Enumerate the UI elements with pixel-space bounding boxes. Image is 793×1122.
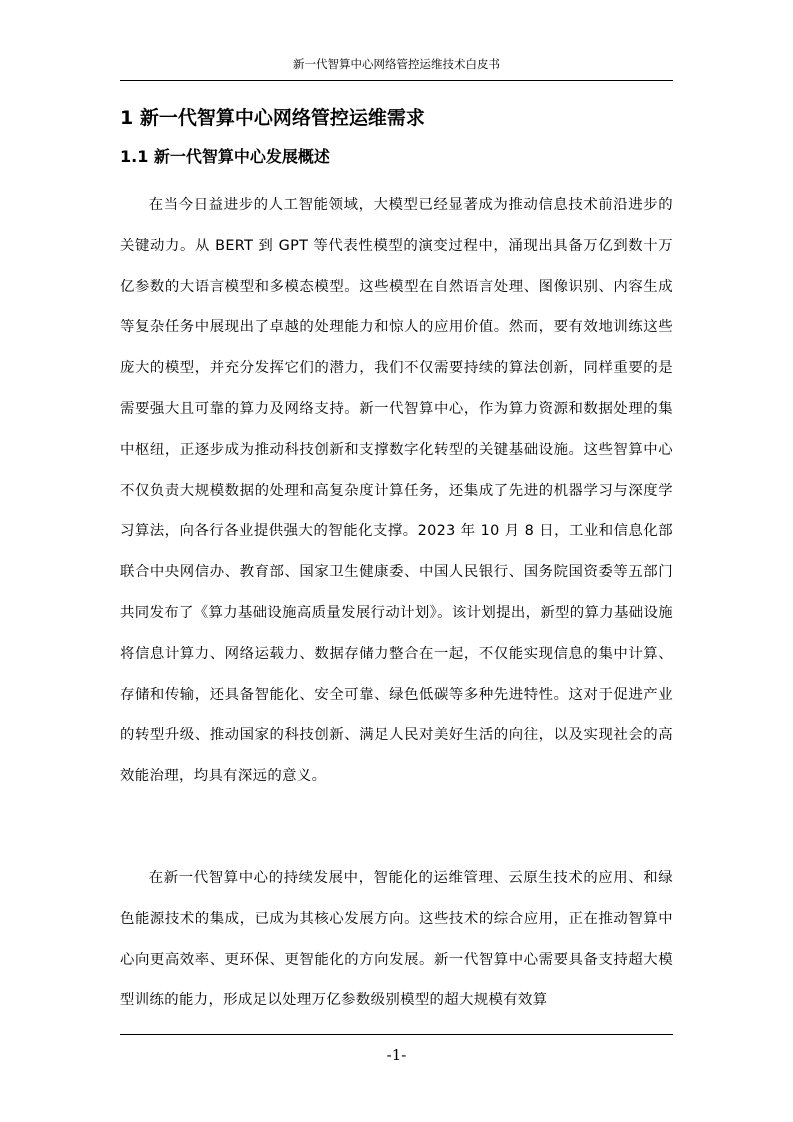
chapter-title: 1 新一代智算中心网络管控运维需求 [120,107,425,129]
section-title: 1.1 新一代智算中心发展概述 [120,147,330,166]
page-number: -1- [386,1046,407,1064]
body-paragraph: 在当今日益进步的人工智能领域，大模型已经显著成为推动信息技术前沿进步的关键动力。从 BERT 到 GPT 等代表性模型的演变过程中，涌现出具备万亿到数十万亿参数的大语言模型和多模态模型。这些模型在自然语言处理、图像识别、内容生成等复杂任务中展现出了卓越的处理能力和惊人的应用价值。然而，要有效地训练这些庞大的模型，并充分发挥它们的潜力，我们不仅需要持续的算法创新，同样重要的是需要强大且可靠的算力及网络支持。新一代智算中心，作为算力资源和数据处理的集中枢纽，正逐步成为推动科技创新和支撑数字化转型的关键基础设施。这些智算中心不仅负责大规模数据的处理和高复杂度计算任务，还集成了先进的机器学习与深度学习算法，向各行各业提供强大的智能化支撑。2023 年 10 月 8 日，工业和信息化部联合中央网信办、教育部、国家卫生健康委、中国人民银行、国务院国资委等五部门共同发布了《算力基础设施高质量发展行动计划》。该计划提出，新型的算力基础设施将信息计算力、网络运载力、数据存储力整合在一起，不仅能实现信息的集中计算、存储和传输，还具备智能化、安全可靠、绿色低碳等多种先进特性。这对于促进产业的转型升级、推动国家的科技创新、满足人民对美好生活的向往，以及实现社会的高效能治理，均具有深远的意义。 [120,197,673,785]
body-paragraph: 在新一代智算中心的持续发展中，智能化的运维管理、云原生技术的应用、和绿色能源技术的集成，已成为其核心发展方向。这些技术的综合应用，正在推动智算中心向更高效率、更环保、更智能化的方向发展。新一代智算中心需要具备支持超大模型训练的能力，形成足以处理万亿参数级别模型的超大规模有效算 [120,870,673,1009]
running-header: 新一代智算中心网络管控运维技术白皮书 [293,57,500,71]
footer-divider [120,1034,673,1035]
header-divider [120,80,673,81]
